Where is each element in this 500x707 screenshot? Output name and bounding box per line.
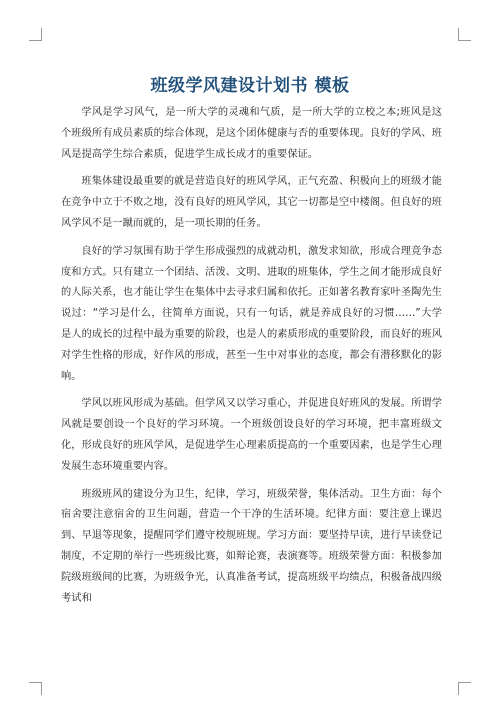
- crop-mark-bottom-right: [458, 682, 471, 695]
- paragraph-4: 学风以班风形成为基础。但学风又以学习重心，并促进良好班风的发展。所谓学风就是要创设一个良好的学习环境。一个班级创设良好的学习环境，把丰富班级文化，形成良好的班风学风，是促进学生心理素质提高的一个重要因素，也是学生心理发展生态环境重要内容。: [61, 398, 442, 472]
- document-title: 班级学风建设计划书 模板: [150, 76, 350, 97]
- paragraph-1: 学风是学习风气，是一所大学的灵魂和气质，是一所大学的立校之本;班风是这个班级所有成员素质的综合体现，是这个团体健康与否的重要体现。良好的学风、班风是提高学生综合素质，促进学生成长成才的重要保证。: [61, 107, 442, 160]
- paragraph-2: 班集体建设最重要的就是营造良好的班风学风，正气充盈、积极向上的班级才能在竞争中立于不败之地，没有良好的班风学风，其它一切都是空中楼阁。但良好的班风学风不是一蹴而就的，是一项长期的任务。: [61, 176, 442, 229]
- paragraph-5: 班级班风的建设分为卫生，纪律，学习，班级荣誉，集体活动。卫生方面：每个宿舍要注意宿舍的卫生问题，营造一个干净的生活环境。纪律方面：要注意上课迟到、早退等现象，提醒同学们遵守校规班规。学习方面：要坚持早读，进行早读登记制度，不定期的举行一些班级比赛，如辩论赛，表演赛等。班级荣誉方面：积极参加院级班级间的比赛，为班级争光，认真准备考试，提高班级平均绩点，积极备战四级考试和: [61, 488, 442, 604]
- crop-mark-bottom-left: [29, 682, 42, 695]
- paragraph-3: 良好的学习氛围有助于学生形成强烈的成就动机，激发求知欲，形成合理竞争态度和方式。只有建立一个团结、活泼、文明、进取的班集体，学生之间才能形成良好的人际关系，也才能让学生在集体中去寻求归属和依托。正如著名教育家叶圣陶先生说过：“学习是什么，往简单方面说，只有一句话，就是养成良好的习惯……”大学是人的成长的过程中最为重要的阶段，也是人的素质形成的重要阶段，而良好的班风对学生性格的形成，好作风的形成，甚至一生中对事业的态度，都会有潜移默化的影响。: [61, 245, 442, 382]
- crop-mark-top-right: [458, 28, 471, 41]
- document-body: [61, 103, 442, 616]
- crop-mark-top-left: [29, 28, 42, 41]
